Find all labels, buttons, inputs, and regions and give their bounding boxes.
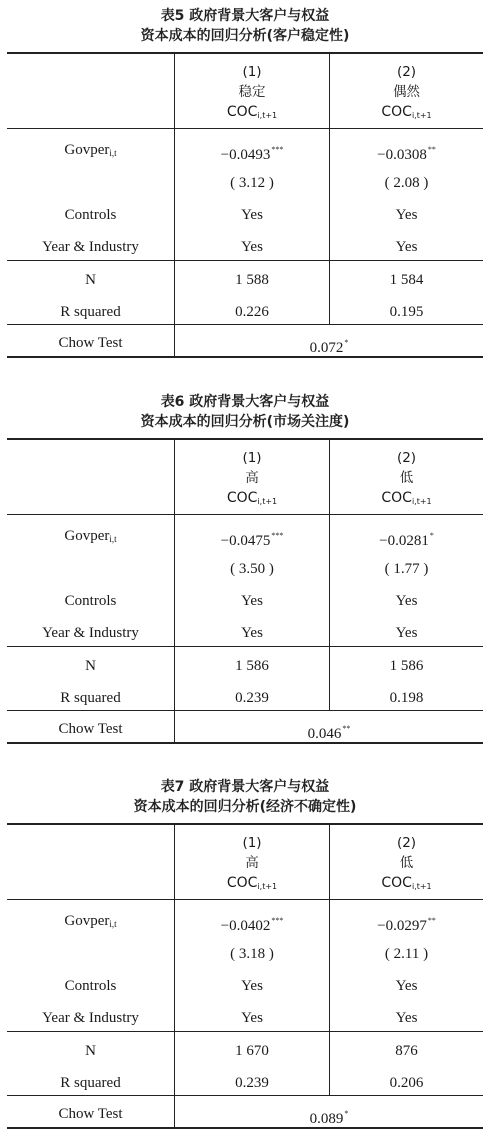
- row-label-controls: Controls: [64, 978, 117, 994]
- t-statistic: ( 3.18 ): [230, 946, 274, 962]
- dependent-variable: $COC_{i,t+1}$: [226, 875, 278, 891]
- row-label-year-industry: Year & Industry: [42, 239, 139, 255]
- coefficient-value: −0.0402***: [220, 916, 284, 934]
- n-value: 1 586: [389, 658, 424, 674]
- r-squared-value: 0.195: [389, 304, 424, 320]
- chow-rule: [7, 1095, 483, 1096]
- coefficient-value: −0.0475***: [220, 531, 284, 549]
- bottom-rule: [7, 742, 483, 744]
- row-label-r-squared: R squared: [60, 304, 121, 320]
- row-label-chow-test: Chow Test: [58, 335, 123, 351]
- column-number: (2): [396, 450, 417, 466]
- row-label-govper: Govper$_{i,t}$: [64, 142, 117, 158]
- stats-rule: [7, 260, 483, 261]
- n-value: 1 588: [235, 272, 269, 288]
- row-label-n: N: [85, 272, 96, 288]
- dependent-variable: $COC_{i,t+1}$: [226, 490, 278, 506]
- table-caption: [7, 6, 483, 46]
- dependent-variable: $COC_{i,t+1}$: [381, 875, 432, 891]
- dependent-variable: $COC_{i,t+1}$: [381, 490, 432, 506]
- t-statistic: ( 2.08 ): [384, 175, 429, 191]
- year-industry-value: Yes: [241, 625, 263, 641]
- column-group: 高: [245, 855, 259, 871]
- controls-value: Yes: [241, 978, 263, 994]
- controls-value: Yes: [395, 978, 418, 994]
- row-label-govper: Govper$_{i,t}$: [64, 913, 117, 929]
- column-group: 偶然: [393, 84, 420, 100]
- r-squared-value: 0.239: [235, 1075, 269, 1091]
- column-group: 低: [399, 470, 414, 486]
- year-industry-value: Yes: [241, 1010, 263, 1026]
- t-statistic: ( 3.50 ): [230, 561, 274, 577]
- controls-value: Yes: [241, 593, 263, 609]
- column-group: 低: [399, 855, 414, 871]
- column-number: (1): [242, 64, 262, 80]
- year-industry-value: Yes: [395, 1010, 418, 1026]
- r-squared-value: 0.239: [235, 690, 269, 706]
- row-label-chow-test: Chow Test: [58, 721, 123, 737]
- coefficient-value: −0.0493***: [220, 145, 284, 163]
- year-industry-value: Yes: [395, 625, 418, 641]
- column-group: 高: [245, 470, 259, 486]
- stats-rule: [7, 646, 483, 647]
- chow-rule: [7, 710, 483, 711]
- row-label-controls: Controls: [64, 593, 117, 609]
- row-label-r-squared: R squared: [60, 1075, 121, 1091]
- caption-title: 表7 政府背景大客户与权益: [160, 779, 330, 795]
- bottom-rule: [7, 1127, 483, 1129]
- year-industry-value: Yes: [395, 239, 418, 255]
- table-5: [7, 6, 483, 358]
- caption-title: 表5 政府背景大客户与权益: [160, 8, 330, 24]
- n-value: 1 670: [235, 1043, 269, 1059]
- header-rule: [7, 514, 483, 515]
- r-squared-value: 0.226: [235, 304, 269, 320]
- column-number: (1): [242, 450, 262, 466]
- chow-test-value: 0.046**: [307, 724, 351, 742]
- stats-rule: [7, 1031, 483, 1032]
- row-label-n: N: [85, 658, 96, 674]
- row-label-n: N: [85, 1043, 96, 1059]
- table-caption: [7, 392, 483, 432]
- table-7: [7, 777, 483, 1129]
- row-label-r-squared: R squared: [60, 690, 121, 706]
- column-number: (2): [396, 64, 417, 80]
- chow-test-value: 0.072*: [309, 338, 349, 356]
- row-label-controls: Controls: [64, 207, 117, 223]
- table-caption: [7, 777, 483, 817]
- caption-subtitle: 资本成本的回归分析(市场关注度): [140, 414, 350, 430]
- t-statistic: ( 3.12 ): [230, 175, 274, 191]
- year-industry-value: Yes: [241, 239, 263, 255]
- t-statistic: ( 1.77 ): [384, 561, 429, 577]
- dependent-variable: $COC_{i,t+1}$: [381, 104, 432, 120]
- controls-value: Yes: [395, 207, 418, 223]
- column-group: 稳定: [238, 84, 266, 100]
- caption-title: 表6 政府背景大客户与权益: [160, 394, 330, 410]
- n-value: 876: [395, 1043, 418, 1059]
- column-number: (1): [242, 835, 262, 851]
- top-rule: [7, 823, 483, 825]
- dependent-variable: $COC_{i,t+1}$: [226, 104, 278, 120]
- coefficient-value: −0.0281*: [379, 531, 434, 549]
- r-squared-value: 0.206: [389, 1075, 424, 1091]
- row-label-chow-test: Chow Test: [58, 1106, 123, 1122]
- top-rule: [7, 52, 483, 54]
- row-label-year-industry: Year & Industry: [42, 1010, 139, 1026]
- coefficient-value: −0.0297**: [377, 916, 436, 934]
- t-statistic: ( 2.11 ): [384, 946, 429, 962]
- controls-value: Yes: [241, 207, 263, 223]
- top-rule: [7, 438, 483, 440]
- n-value: 1 584: [389, 272, 424, 288]
- row-label-year-industry: Year & Industry: [42, 625, 139, 641]
- r-squared-value: 0.198: [389, 690, 424, 706]
- header-rule: [7, 128, 483, 129]
- row-label-govper: Govper$_{i,t}$: [64, 528, 117, 544]
- caption-subtitle: 资本成本的回归分析(经济不确定性): [133, 799, 357, 815]
- chow-rule: [7, 324, 483, 325]
- chow-test-value: 0.089*: [309, 1109, 349, 1127]
- header-rule: [7, 899, 483, 900]
- column-number: (2): [396, 835, 417, 851]
- caption-subtitle: 资本成本的回归分析(客户稳定性): [140, 28, 350, 44]
- n-value: 1 586: [235, 658, 269, 674]
- controls-value: Yes: [395, 593, 418, 609]
- bottom-rule: [7, 356, 483, 358]
- table-6: [7, 392, 483, 744]
- coefficient-value: −0.0308**: [377, 145, 436, 163]
